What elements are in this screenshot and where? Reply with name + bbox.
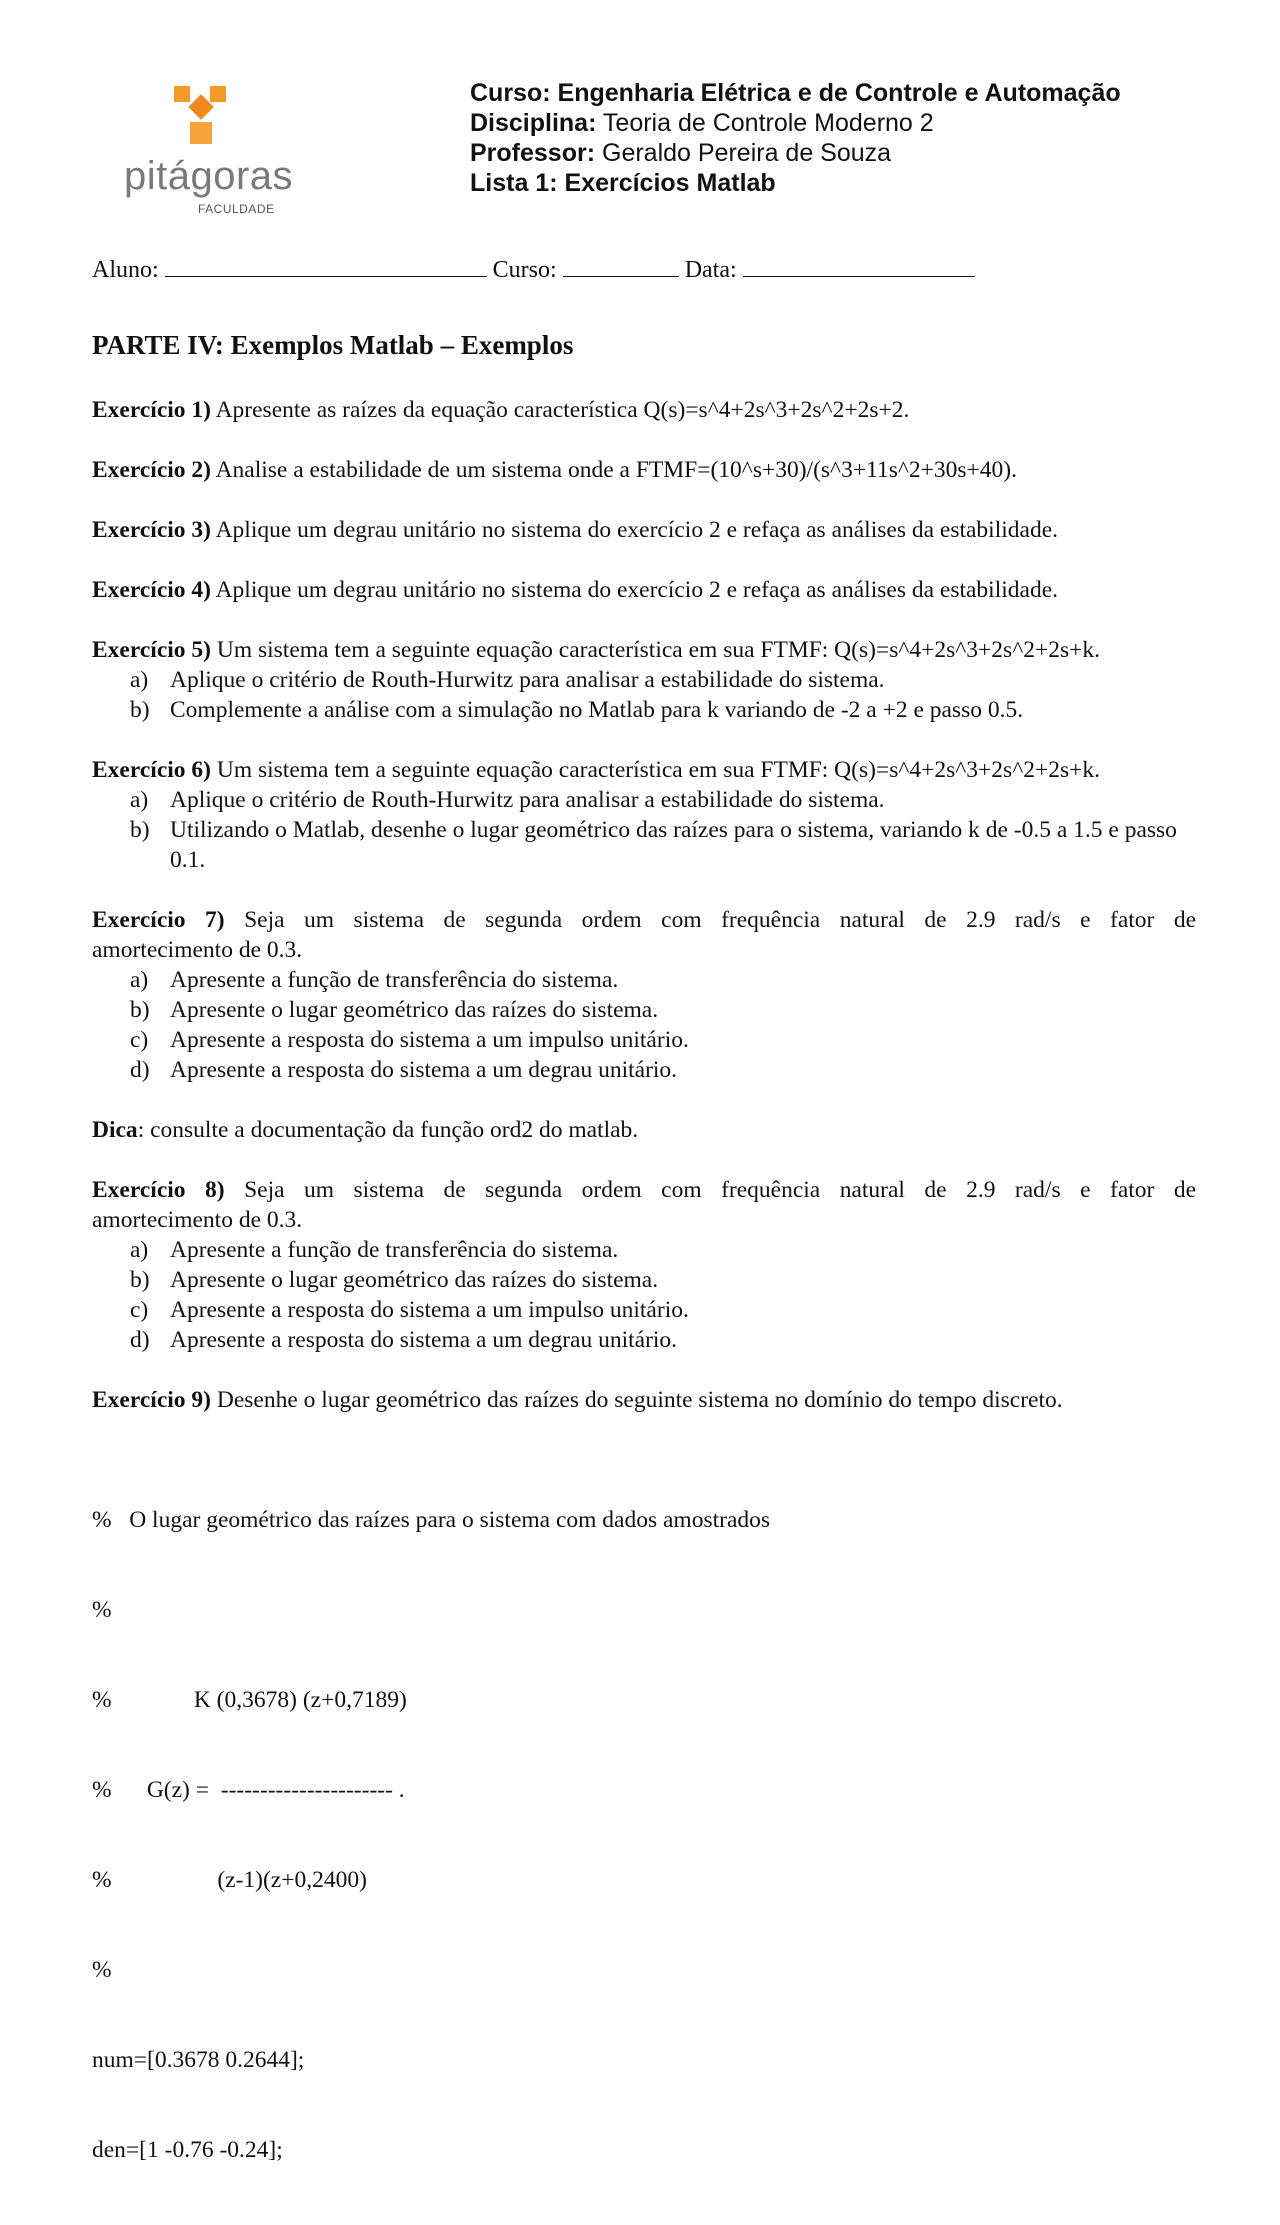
item-label: b) (130, 817, 150, 843)
exercise-1 (92, 395, 1196, 425)
exercise-text: Apresente as raízes da equação característica Q(s)=s^4+2s^3+2s^2+2s+2. (215, 397, 910, 423)
exercise-label: Exercício 9) (92, 1387, 211, 1413)
tip-label: Dica (92, 1117, 138, 1143)
exercise-text: Desenhe o lugar geométrico das raízes do seguinte sistema no domínio do tempo discreto. (216, 1387, 1063, 1413)
item-label: c) (130, 1297, 149, 1323)
header-curso-line (470, 78, 1121, 108)
header-lista-line (470, 168, 1121, 198)
exercise-text: Um sistema tem a seguinte equação característica em sua FTMF: Q(s)=s^4+2s^3+2s^2+2s+k. (216, 757, 1101, 783)
exercise-items (92, 1235, 1196, 1355)
exercise-5 (92, 635, 1196, 725)
item-text: Apresente o lugar geométrico das raízes do sistema. (170, 997, 659, 1023)
list-item (92, 695, 1196, 725)
course-header (470, 78, 1121, 198)
code-line: den=[1 -0.76 -0.24]; (92, 2137, 283, 2163)
exercise-label: Exercício 3) (92, 517, 211, 543)
exercise-text: Seja um sistema de segunda ordem com frequência natural de 2.9 rad/s e fator de (244, 1177, 1197, 1203)
item-text: Aplique o critério de Routh-Hurwitz para analisar a estabilidade do sistema. (170, 787, 885, 813)
list-item (92, 785, 1196, 815)
exercise-text: Aplique um degrau unitário no sistema do exercício 2 e refaça as análises da estabilidade. (215, 517, 1058, 543)
code-line: % (z-1)(z+0,2400) (92, 1867, 367, 1893)
student-info-line (92, 256, 975, 284)
curso-field[interactable] (563, 256, 679, 277)
item-label: c) (130, 1027, 149, 1053)
data-field[interactable] (743, 256, 975, 277)
item-label: a) (130, 967, 149, 993)
code-line: % G(z) = ---------------------- . (92, 1777, 405, 1803)
exercise-items (92, 785, 1196, 875)
list-item (92, 1295, 1196, 1325)
exercise-items (92, 665, 1196, 725)
faculty-logo (118, 82, 298, 222)
matlab-code-block (92, 1445, 1196, 2225)
item-text: Complemente a análise com a simulação no Matlab para k variando de -2 a +2 e passo 0.5. (170, 697, 1024, 723)
item-text: Apresente a função de transferência do sistema. (170, 1237, 619, 1263)
exercise-label: Exercício 2) (92, 457, 211, 483)
item-label: b) (130, 1267, 150, 1293)
list-item (92, 1265, 1196, 1295)
exercise-label: Exercício 6) (92, 757, 211, 783)
item-label: b) (130, 997, 150, 1023)
curso-label: Curso: (492, 257, 557, 283)
exercise-4 (92, 575, 1196, 605)
list-item (92, 1235, 1196, 1265)
list-item (92, 995, 1196, 1025)
header-professor-value: Geraldo Pereira de Souza (602, 139, 892, 167)
item-text: Apresente a resposta do sistema a um impulso unitário. (170, 1297, 689, 1323)
code-line: % O lugar geométrico das raízes para o sistema com dados amostrados (92, 1507, 771, 1533)
exercise-text: Aplique um degrau unitário no sistema do exercício 2 e refaça as análises da estabilidade. (215, 577, 1058, 603)
header-curso-label: Curso: (470, 79, 551, 107)
exercise-7 (92, 905, 1196, 1085)
code-line: % K (0,3678) (z+0,7189) (92, 1687, 407, 1713)
exercise-text-cont: amortecimento de 0.3. (92, 937, 303, 963)
item-text: Apresente a resposta do sistema a um impulso unitário. (170, 1027, 689, 1053)
header-lista-label: Lista 1: (470, 169, 558, 197)
header-curso-value: Engenharia Elétrica e de Controle e Automação (557, 79, 1121, 107)
data-label: Data: (684, 257, 737, 283)
header-disciplina-value: Teoria de Controle Moderno 2 (602, 109, 934, 137)
exercise-label: Exercício 8) (92, 1177, 225, 1203)
header-lista-value: Exercícios Matlab (564, 169, 776, 197)
exercise-2 (92, 455, 1196, 485)
exercise-text: Seja um sistema de segunda ordem com frequência natural de 2.9 rad/s e fator de (244, 907, 1197, 933)
item-text: Apresente o lugar geométrico das raízes do sistema. (170, 1267, 659, 1293)
exercise-label: Exercício 4) (92, 577, 211, 603)
exercise-label: Exercício 1) (92, 397, 211, 423)
exercise-items (92, 965, 1196, 1085)
code-line: % (92, 1957, 112, 1983)
item-text: Aplique o critério de Routh-Hurwitz para analisar a estabilidade do sistema. (170, 667, 885, 693)
item-text: Utilizando o Matlab, desenhe o lugar geométrico das raízes para o sistema, variando k de -0.5 a 1.5 e passo 0.1. (170, 817, 1177, 873)
tip-text: : consulte a documentação da função ord2 do matlab. (137, 1117, 639, 1143)
list-item (92, 1325, 1196, 1355)
item-label: d) (130, 1327, 150, 1353)
header-professor-label: Professor: (470, 139, 596, 167)
exercise-text-cont: amortecimento de 0.3. (92, 1207, 303, 1233)
tip-note (92, 1115, 1196, 1145)
exercise-6 (92, 755, 1196, 875)
exercise-3 (92, 515, 1196, 545)
list-item (92, 1055, 1196, 1085)
item-label: a) (130, 787, 149, 813)
item-label: a) (130, 1237, 149, 1263)
item-text: Apresente a resposta do sistema a um degrau unitário. (170, 1327, 678, 1353)
item-label: d) (130, 1057, 150, 1083)
item-label: b) (130, 697, 150, 723)
header-disciplina-line (470, 108, 1121, 138)
aluno-label: Aluno: (92, 257, 159, 283)
header-professor-line (470, 138, 1121, 168)
item-text: Apresente a função de transferência do sistema. (170, 967, 619, 993)
part-title: PARTE IV: Exemplos Matlab – Exemplos (92, 330, 574, 360)
exercise-text: Analise a estabilidade de um sistema onde a FTMF=(10^s+30)/(s^3+11s^2+30s+40). (215, 457, 1017, 483)
exercise-text: Um sistema tem a seguinte equação característica em sua FTMF: Q(s)=s^4+2s^3+2s^2+2s+k. (216, 637, 1101, 663)
logo-cube-icon (170, 82, 234, 146)
exercise-label: Exercício 5) (92, 637, 211, 663)
header-disciplina-label: Disciplina: (470, 109, 597, 137)
list-item (92, 815, 1196, 875)
aluno-field[interactable] (165, 256, 487, 277)
exercise-8 (92, 1175, 1196, 1355)
logo-wordmark: pitágoras (124, 154, 294, 198)
list-item (92, 965, 1196, 995)
code-line: % (92, 1597, 112, 1623)
exercise-label: Exercício 7) (92, 907, 225, 933)
exercise-9 (92, 1385, 1196, 1415)
item-label: a) (130, 667, 149, 693)
exercise-list (92, 395, 1196, 2225)
list-item (92, 1025, 1196, 1055)
code-line: num=[0.3678 0.2644]; (92, 2047, 305, 2073)
logo-subtitle: FACULDADE (198, 202, 275, 216)
item-text: Apresente a resposta do sistema a um degrau unitário. (170, 1057, 678, 1083)
list-item (92, 665, 1196, 695)
